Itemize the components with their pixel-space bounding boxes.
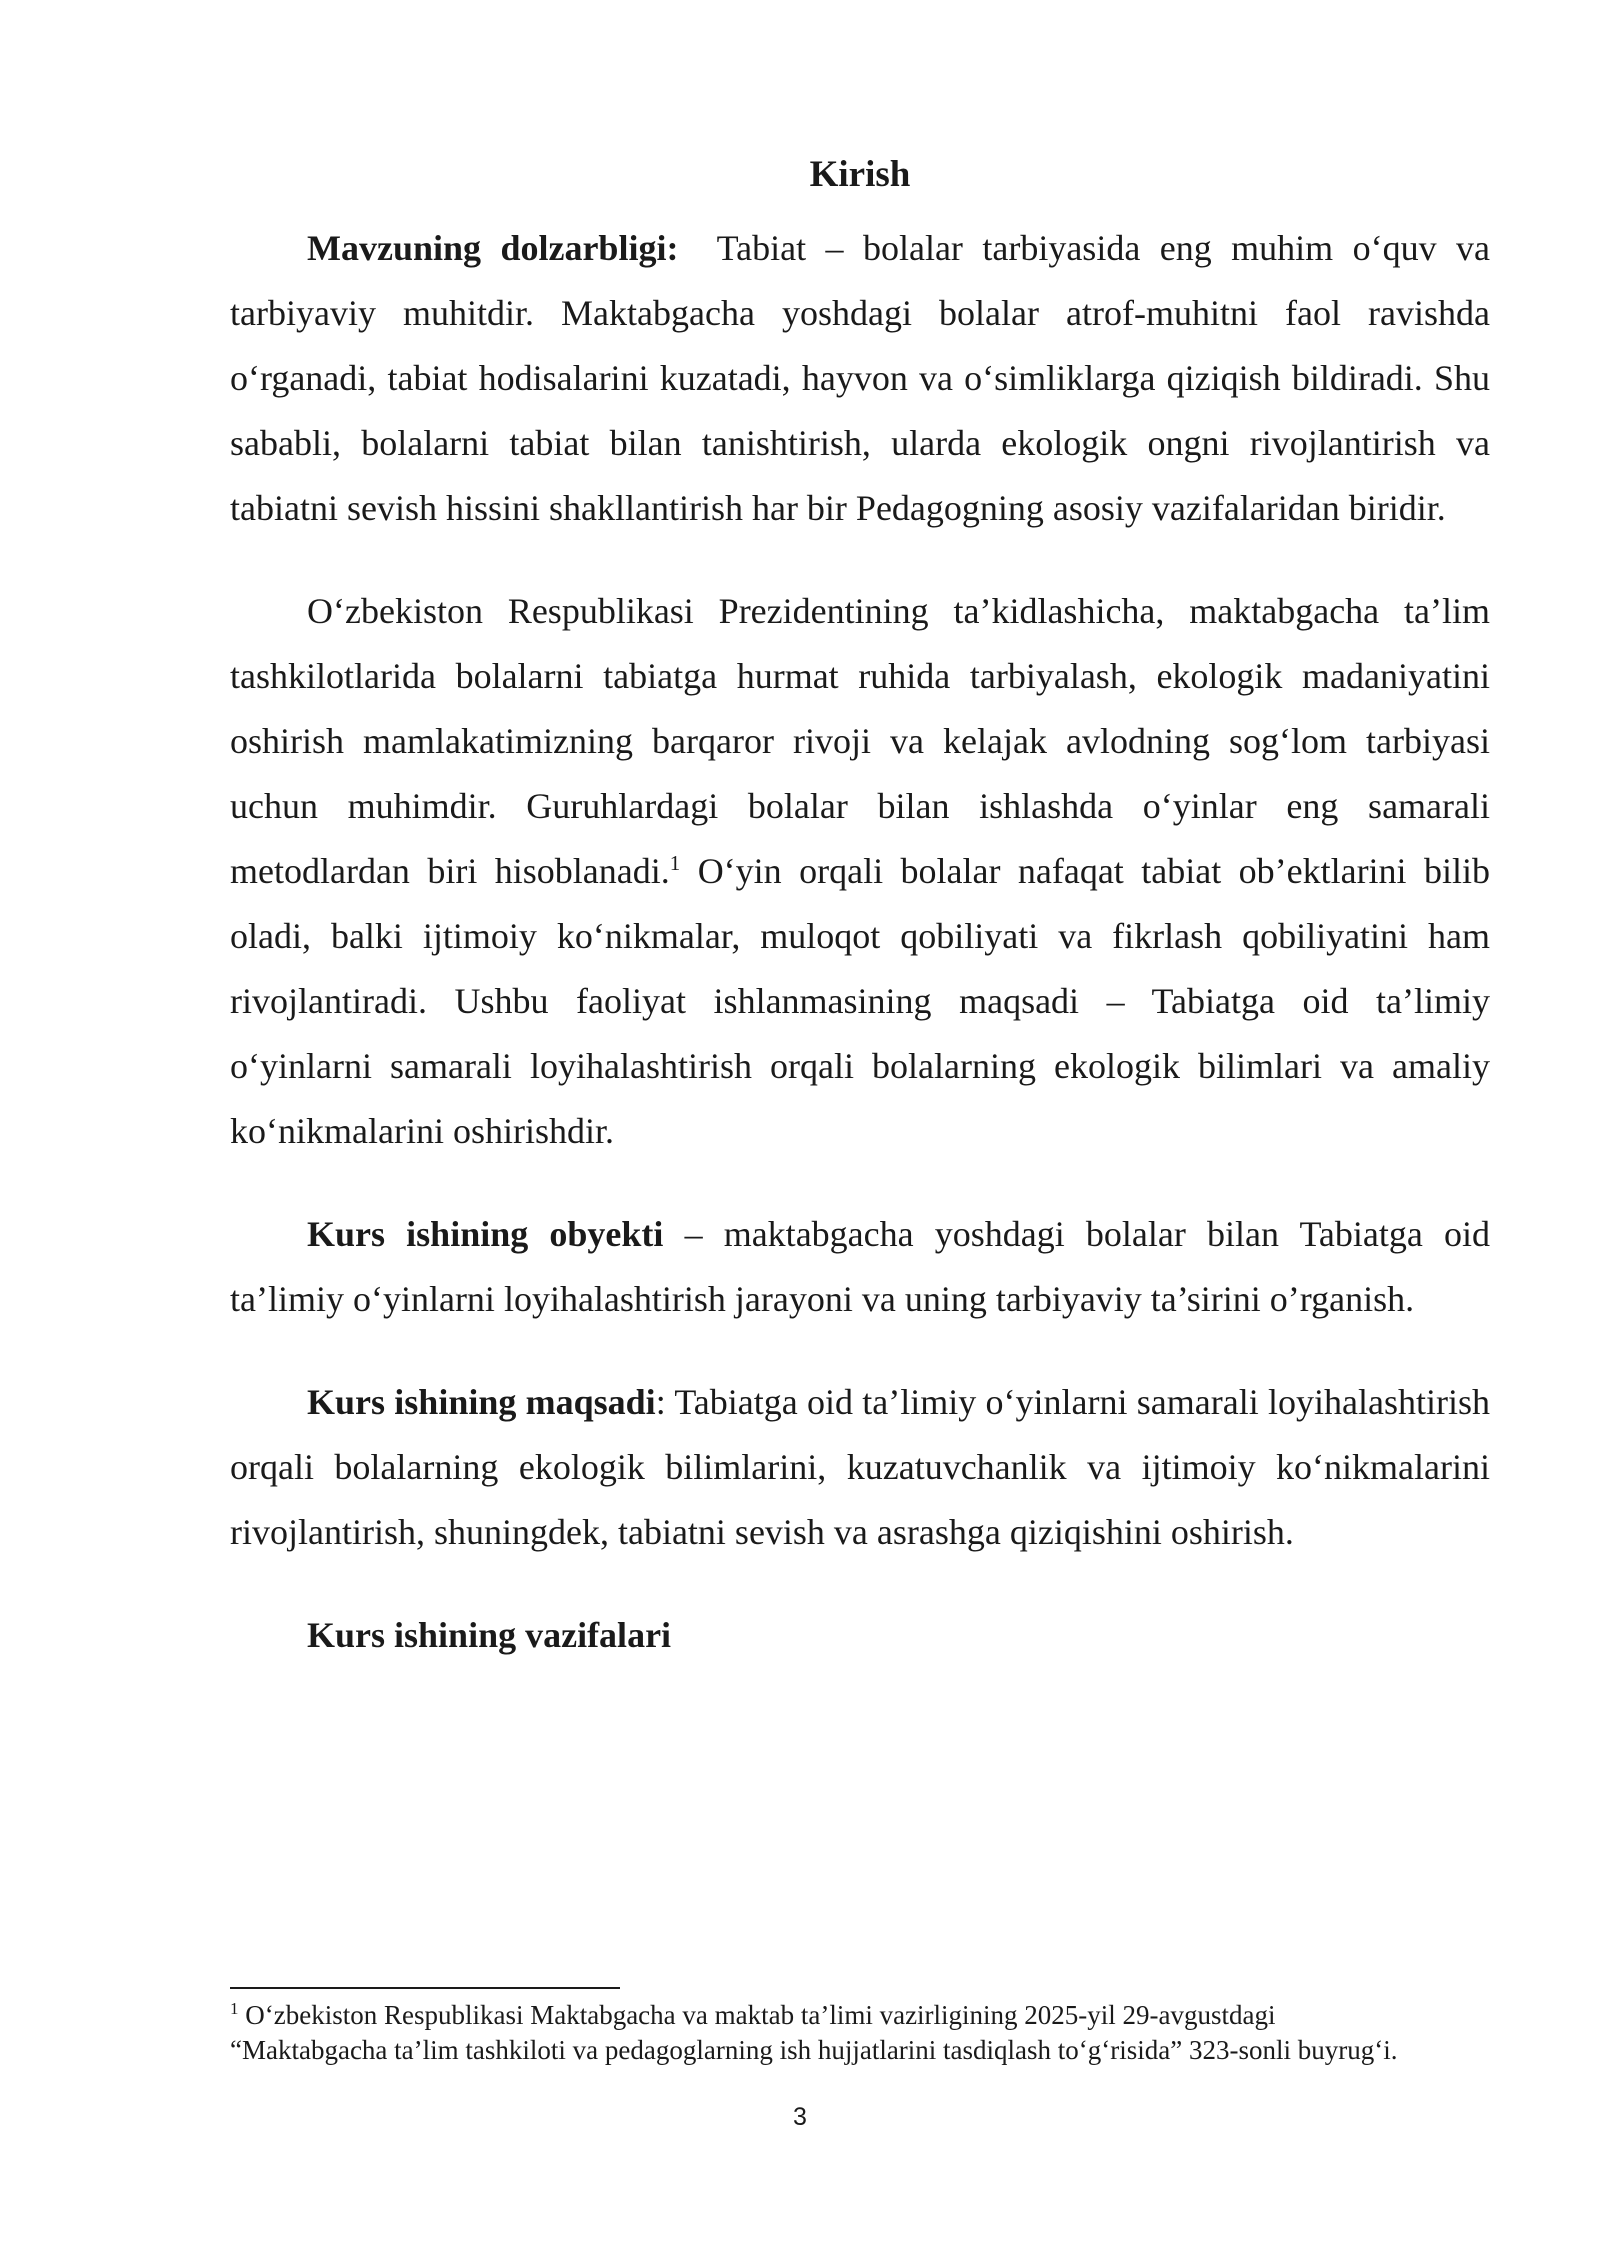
footnote-text: O‘zbekiston Respublikasi Maktabgacha va maktab ta’limi vazirligining 2025-yil 29-avgustdagi “Maktabgacha ta’lim tashkiloti va pedagoglarning ish hujjatlarini tasdiqlash to‘g‘risida” 323-sonli buyrug‘i. [230,2000,1398,2065]
paragraph-goal [230,1370,1490,1565]
page-number: 3 [793,2103,807,2131]
goal-separator: : [655,1382,666,1422]
document-body [230,148,1490,1668]
footnote [230,1998,1430,2068]
paragraph-president [230,579,1490,1164]
paragraph-object [230,1202,1490,1332]
goal-text: Tabiatga oid ta’limiy o‘yinlarni samarali loyihalashtirish orqali bolalarning ekologik bilimlarini, kuzatuvchanlik va ijtimoiy ko‘nikmalarini rivojlantirish, shuningdek, tabiatni sevish va asrashga qiziqishini oshirish. [230,1382,1490,1552]
goal-label: Kurs ishining maqsadi [307,1382,656,1422]
object-label: Kurs ishining obyekti [307,1214,664,1254]
paragraph-relevance [230,216,1490,541]
tasks-heading: Kurs ishining vazifalari [307,1615,672,1655]
footnote-separator [230,1987,620,1989]
object-text: – maktabgacha yoshdagi bolalar bilan Tabiatga oid ta’limiy o‘yinlarni loyihalashtirish jarayoni va uning tarbiyaviy ta’sirini o’rganish. [230,1214,1491,1319]
section-title: Kirish [809,154,911,195]
relevance-text: Tabiat – bolalar tarbiyasida eng muhim o‘quv va tarbiyaviy muhitdir. Maktabgacha yoshdagi bolalar atrof-muhitni faol ravishda o‘rganadi, tabiat hodisalarini kuzatadi, hayvon va o‘simliklarga qiziqish bildiradi. Shu sababli, bolalarni tabiat bilan tanishtirish, ularda ekologik ongni rivojlantirish va tabiatni sevish hissini shakllantirish har bir Pedagogning asosiy vazifalaridan biridir. [230,228,1490,528]
president-text-part1: O‘zbekiston Respublikasi Prezidentining ta’kidlashicha, maktabgacha ta’lim tashkilotlarida bolalarni tabiatga hurmat ruhida tarbiyalash, ekologik madaniyatini oshirish mamlakatimizning barqaror rivoji va kelajak avlodning sog‘lom tarbiyasi uchun muhimdir. Guruhlardagi bolalar bilan ishlashda o‘yinlar eng samarali metodlardan biri hisoblanadi. [230,591,1490,891]
footnote-reference[interactable]: 1 [669,851,681,875]
president-text-part2: O‘yin orqali bolalar nafaqat tabiat ob’ektlarini bilib oladi, balki ijtimoiy ko‘nikmalar, muloqot qobiliyati va fikrlash qobiliyatini ham rivojlantiradi. Ushbu faoliyat ishlanmasining maqsadi – Tabiatga oid ta’limiy o‘yinlarni samarali loyihalashtirish orqali bolalarning ekologik bilimlari va amaliy ko‘nikmalarini oshirishdir. [230,851,1490,1151]
relevance-label: Mavzuning dolzarbligi: [307,228,679,268]
footnote-marker: 1 [230,1999,239,2018]
